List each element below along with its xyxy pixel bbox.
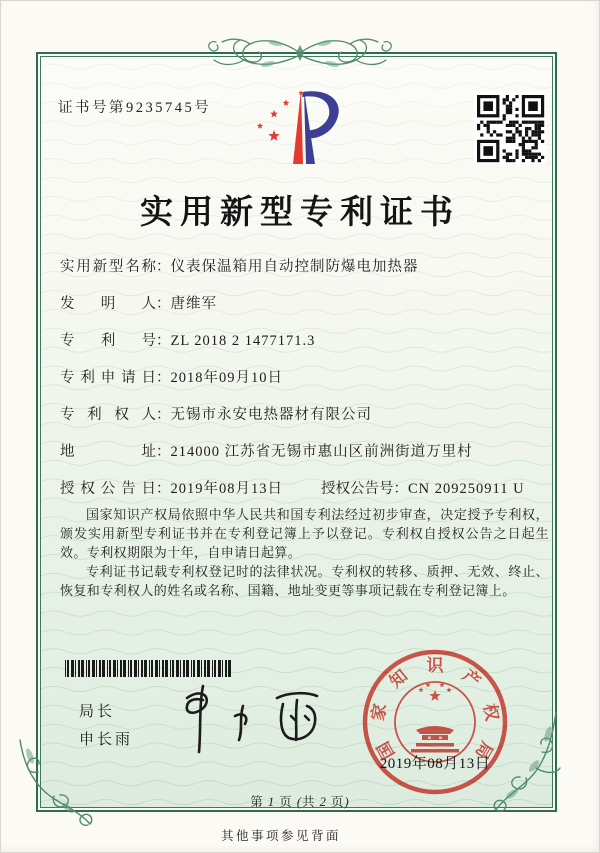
svg-text:知: 知: [385, 665, 412, 692]
grant-number-value: CN 209250911 U: [408, 481, 525, 497]
field-row-patentee: [60, 404, 548, 441]
field-value: 2018年09月10日: [170, 370, 283, 386]
field-row-filing-date: [60, 367, 548, 404]
colon: ：: [156, 333, 171, 349]
director-signature: [165, 672, 335, 767]
qr-code-icon: [474, 92, 546, 164]
colon: ：: [156, 444, 171, 460]
page-number: 第 1 页 (共 2 页): [250, 795, 350, 809]
legal-text: [60, 505, 549, 600]
grant-number-label: 授权公告号: [321, 481, 394, 497]
field-label: 地址: [60, 444, 156, 460]
colon: ：: [156, 407, 171, 423]
field-value: 仪表保温箱用自动控制防爆电加热器: [170, 259, 419, 275]
director-block: [79, 698, 133, 754]
official-red-seal-icon: [357, 646, 513, 802]
field-label: 实用新型名称: [60, 259, 156, 275]
field-label: 专利权人: [60, 407, 156, 423]
certificate-number: 证书号第9235745号: [58, 100, 212, 116]
legal-paragraph-1: 国家知识产权局依照中华人民共和国专利法经过初步审查，决定授予专利权，颁发实用新型专利证书并在专利登记簿上予以登记。专利权自授权公告之日起生效。专利权期限为十年，自申请日起算。: [60, 507, 549, 560]
grant-date-value: 2019年08月13日: [170, 481, 283, 497]
field-value: ZL 2018 2 1477171.3: [170, 333, 316, 349]
colon: ：: [156, 296, 171, 312]
svg-text:权: 权: [479, 702, 502, 723]
field-value: 唐维军: [170, 296, 217, 312]
field-label: 专利号: [60, 333, 156, 349]
field-row-address: [60, 441, 548, 478]
field-label: 专利申请日: [60, 370, 156, 386]
certificate-fields: [60, 256, 548, 515]
patent-office-logo-icon: [238, 86, 353, 174]
field-row-invention-name: [60, 256, 548, 293]
field-value: 214000 江苏省无锡市惠山区前洲街道万里村: [170, 444, 473, 460]
certificate-title: 实用新型专利证书: [140, 195, 460, 231]
svg-text:国: 国: [373, 738, 399, 763]
colon: ：: [156, 370, 171, 386]
field-label: 发明人: [60, 296, 156, 312]
colon: ：: [156, 481, 171, 497]
svg-text:产: 产: [458, 665, 485, 692]
seal-date: 2019年08月13日: [379, 756, 491, 772]
director-title: 局长: [79, 704, 116, 720]
colon: ：: [393, 481, 408, 497]
svg-text:家: 家: [368, 702, 391, 723]
field-row-inventor: [60, 293, 548, 330]
svg-text:局: 局: [471, 738, 497, 763]
field-row-patent-number: [60, 330, 548, 367]
field-value: 无锡市永安电热器材有限公司: [170, 407, 372, 423]
colon: ：: [156, 259, 171, 275]
top-scroll-ornament-icon: [200, 32, 400, 74]
grant-date-label: 授权公告日: [60, 481, 156, 497]
legal-paragraph-2: 专利证书记载专利权登记时的法律状况。专利权的转移、质押、无效、终止、恢复和专利权人的姓名或名称、国籍、地址变更等事项记载在专利登记簿上。: [60, 564, 549, 598]
back-side-note: 其他事项参见背面: [220, 829, 341, 843]
svg-text:识: 识: [426, 655, 444, 675]
director-name: 申长雨: [79, 732, 134, 748]
